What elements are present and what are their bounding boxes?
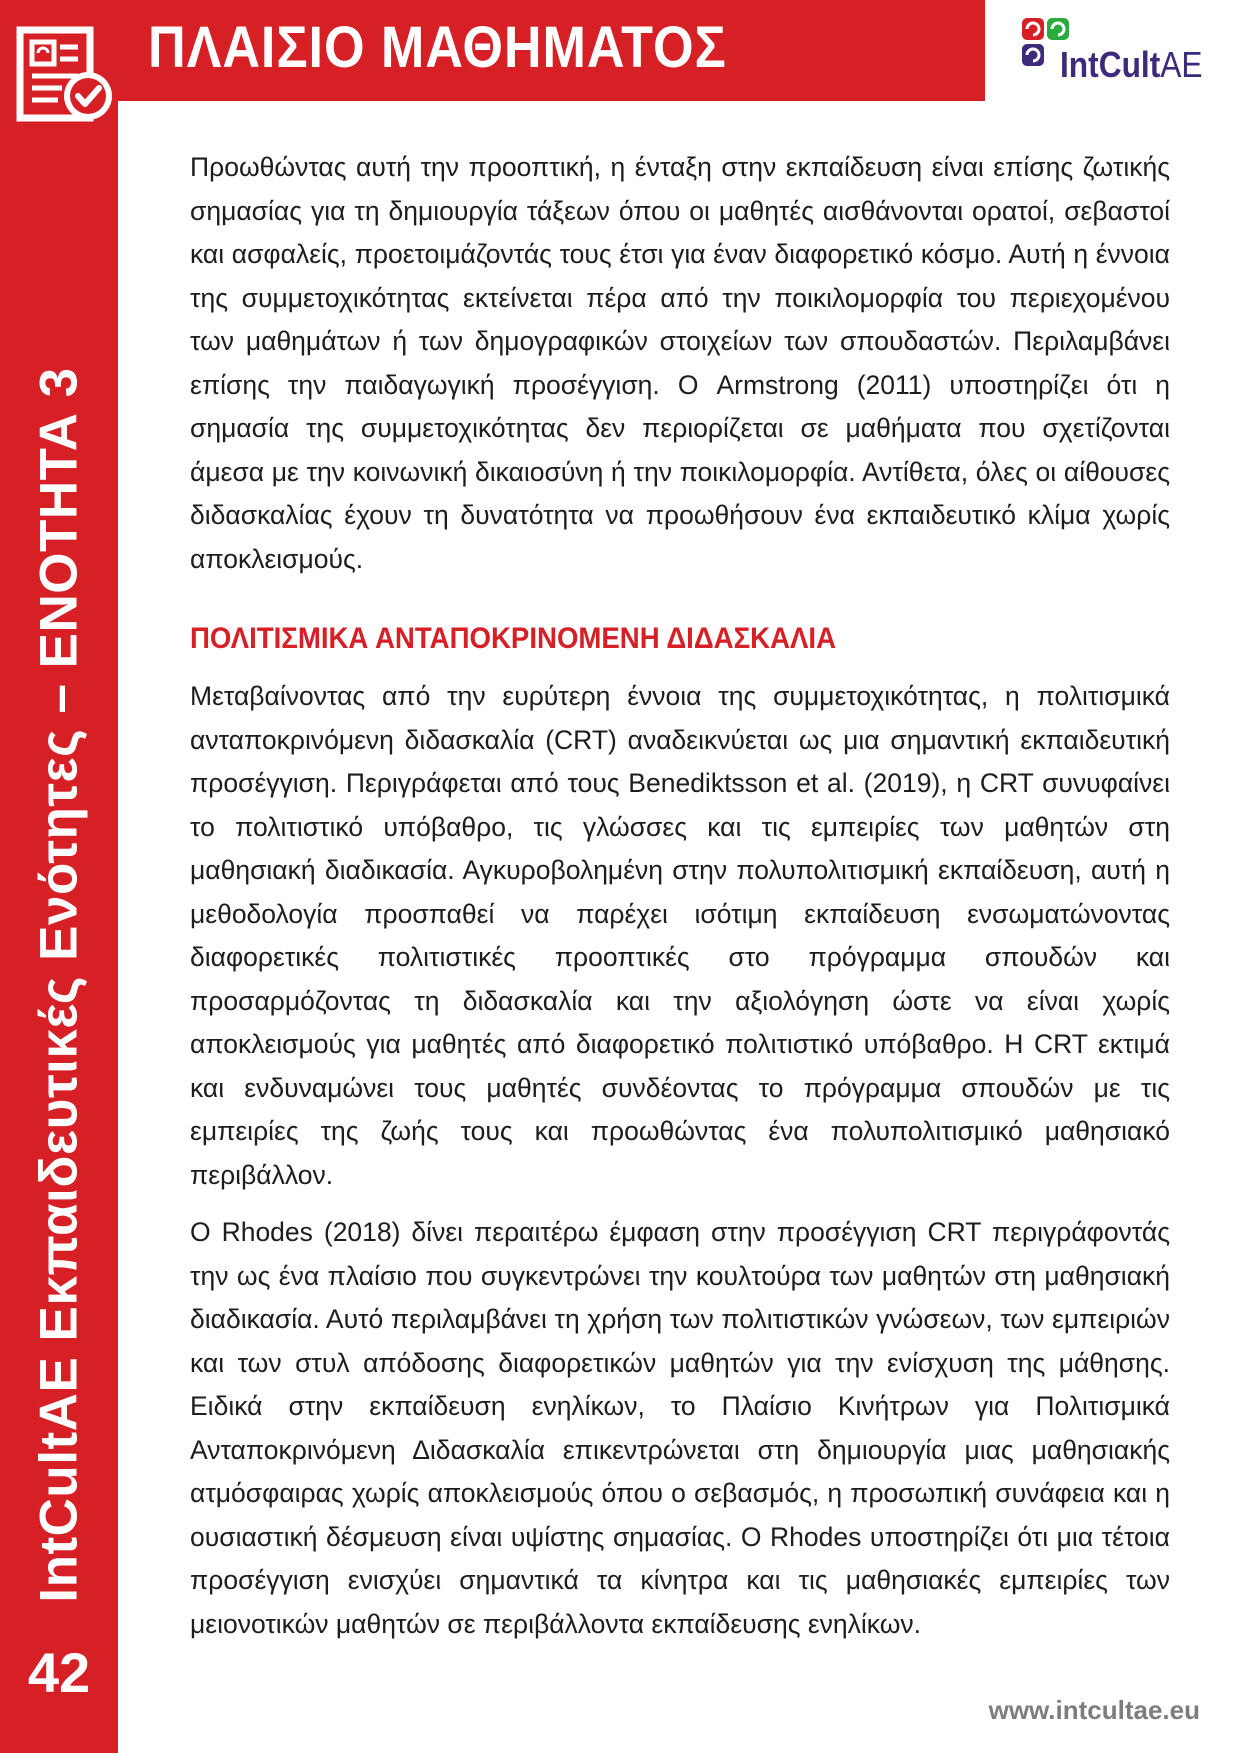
checked-document-icon (14, 22, 124, 132)
body-paragraph: Μεταβαίνοντας από την ευρύτερη έννοια της συμμετοχικότητας, η πολιτισμικά ανταποκρινόμενη διδασκαλία (CRT) αναδεικνύεται ως μια σημαντική εκπαιδευτική προσέγγιση. Περιγράφεται από τους Benediktsson et al. (2019), η CRT συνυφαίνει το πολιτιστικό υπόβαθρο, τις γλώσσες και τις εμπειρίες των μαθητών στη μαθησιακή διαδικασία. Αγκυροβολημένη στην πολυπολιτισμική εκπαίδευση, αυτή η μεθοδολογία προσπαθεί να παρέχει ισότιμη εκπαίδευση ενσωματώνοντας διαφορετικές πολιτιστικές προοπτικές στο πρόγραμμα σπουδών και προσαρμόζοντας τη διδασκαλία και την αξιολόγηση ώστε να είναι χωρίς αποκλεισμούς για μαθητές από διαφορετικό πολιτιστικό υπόβαθρο. Η CRT εκτιμά και ενδυναμώνει τους μαθητές συνδέοντας το πρόγραμμα σπουδών με τις εμπειρίες της ζωής τους και προωθώντας ένα πολυπολιτισμικό μαθησιακό περιβάλλον. (190, 681, 1170, 1190)
logo-text-light: AE (1160, 44, 1203, 85)
logo-text-bold: IntCult (1060, 44, 1161, 85)
body-paragraph: Προωθώντας αυτή την προοπτική, η ένταξη στην εκπαίδευση είναι επίσης ζωτικής σημασίας για τη δημιουργία τάξεων όπου οι μαθητές αισθάνονται ορατοί, σεβαστοί και ασφαλείς, προετοιμάζοντάς τους έτσι για έναν διαφορετικό κόσμο. Αυτή η έννοια της συμμετοχικότητας εκτείνεται πέρα από την ποικιλομορφία του περιεχομένου των μαθημάτων ή των δημογραφικών στοιχείων των σπουδαστών. Περιλαμβάνει επίσης την παιδαγωγική προσέγγιση. Ο Armstrong (2011) υποστηρίζει ότι η σημασία της συμμετοχικότητας δεν περιορίζεται σε μαθήματα που σχετίζονται άμεσα με την κοινωνική δικαιοσύνη ή την ποικιλομορφία. Αντίθετα, όλες οι αίθουσες διδασκαλίας έχουν τη δυνατότητα να προωθήσουν ένα εκπαιδευτικό κλίμα χωρίς αποκλεισμούς. (190, 152, 1170, 574)
logo-wordmark (1060, 44, 1203, 86)
main-content (190, 146, 1170, 1646)
footer-website-link[interactable]: www.intcultae.eu (988, 1695, 1200, 1725)
page-number: 42 (27, 1641, 91, 1704)
page-title: ΠΛΑΙΣΙΟ ΜΑΘΗΜΑΤΟΣ (148, 15, 727, 80)
body-paragraph: Ο Rhodes (2018) δίνει περαιτέρω έμφαση στην προσέγγιση CRT περιγράφοντάς την ως ένα πλαίσιο που συγκεντρώνει την κουλτούρα των μαθητών στη μαθησιακή διαδικασία. Αυτό περιλαμβάνει τη χρήση των πολιτιστικών γνώσεων, των εμπειριών και των στυλ απόδοσης διαφορετικών μαθητών για την ενίσχυση της μάθησης. Ειδικά στην εκπαίδευση ενηλίκων, το Πλαίσιο Κινήτρων για Πολιτισμικά Ανταποκρινόμενη Διδασκαλία επικεντρώνεται στη δημιουργία μιας μαθησιακής ατμόσφαιρας χωρίς αποκλεισμούς όπου ο σεβασμός, η προσωπική συνάφεια και η ουσιαστική δέσμευση είναι υψίστης σημασίας. Ο Rhodes υποστηρίζει ότι μια τέτοια προσέγγιση ενισχύει σημαντικά τα κίνητρα και τις μαθησιακές εμπειρίες των μειονοτικών μαθητών σε περιβάλλοντα εκπαίδευσης ενηλίκων. (190, 1217, 1170, 1639)
section-heading: ΠΟΛΙΤΙΣΜΙΚΑ ΑΝΤΑΠΟΚΡΙΝΟΜΕΝΗ ΔΙΔΑΣΚΑΛΙΑ (190, 622, 837, 655)
sidebar-vertical-label: IntCultAE Εκπαιδευτικές Ενότητες – ΕΝΟΤΗΤΑ 3 (29, 367, 89, 1603)
